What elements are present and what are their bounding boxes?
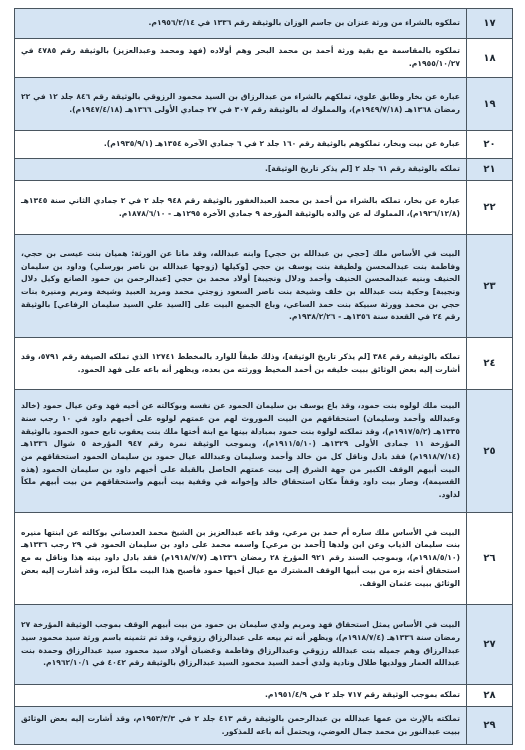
row-text: تملكوه بالشراء من ورثة عنزان بن جاسم الوزان بالوثيقة رقم ١٣٣٦ في ١٩٥٦/٢/١٤م. bbox=[148, 18, 460, 28]
table-row bbox=[15, 235, 512, 338]
row-text: عبارة عن بخار، تملكه بالشراء من أحمد بن محمد العبدالغفور بالوثيقة رقم ٩٤٨ جلد ٢ في ٢ جمادي الثاني سنة ١٣٤٥هـ (١٩٢٦/١٢/٨م)، المملوك له عن والده بالوثيقة المؤرخة ٩ جمادي الآخرة ١٢٩٥هـ - ١٨٧٨/٦/١٠م. bbox=[21, 195, 460, 218]
row-number: ٢٩ bbox=[466, 707, 512, 744]
row-number: ٢٣ bbox=[466, 235, 512, 337]
table-row bbox=[15, 159, 512, 181]
row-number: ١٩ bbox=[466, 78, 512, 130]
row-number: ١٧ bbox=[466, 9, 512, 38]
table-row bbox=[15, 39, 512, 78]
row-text-cell bbox=[15, 338, 466, 389]
table-row bbox=[15, 131, 512, 159]
row-text-cell bbox=[15, 605, 466, 684]
row-text-cell bbox=[15, 390, 466, 512]
table-row bbox=[15, 338, 512, 390]
row-number: ٢٦ bbox=[466, 513, 512, 604]
table-row bbox=[15, 181, 512, 235]
row-text: البيت في الأساس يمثل استحقاق فهد ومريم ولدي سليمان بن حمود من بيت أبيهم الوقف بموجب الوثيقة المؤرخة ٢٧ رمضان سنة ١٣٣٦هـ (١٩١٨/٧/٤م)، ويظهر أنه تم بيعه على عبدالرزاق رزوقي، وقد تم تثمينه باسم ورثة سيد محمود سيد عبدالرزاق وهم جميله بنت عبدالله رزوقي وعبدالرزاق وفاطمة وغضبان أولاد سيد محمود سيد عبدالرزاق وحمدة بنت عبدالله العمار وولديها طلال ونادية ولدي أحمد السيد محمود السيد عبدالرزاق بالوثيقة رقم ٤٠٤٢ في ١٩٦٢/١٠/١م. bbox=[21, 620, 460, 668]
table-row bbox=[15, 78, 512, 131]
row-text-cell bbox=[15, 685, 466, 706]
row-number: ٢١ bbox=[466, 159, 512, 180]
row-text: عبارة عن بخار وطابق علوي، تملكهم بالشراء من عبدالرزاق بن السيد محمود الرزوقي بالوثيقة رقم ٨٤٦ جلد ١٢ في ٢٢ رمضان ١٣٦٨هـ (١٩٤٩/٧/١٨م)، والمملوك له بالوثيقة رقم ٣٠٧ في ٢٧ جمادي الأولى ١٣٦٦هـ (١٩٤٧/٤/١٨م). bbox=[21, 92, 460, 114]
row-text-cell bbox=[15, 235, 466, 337]
row-number: ٢٥ bbox=[466, 390, 512, 512]
row-number: ٢٠ bbox=[466, 131, 512, 158]
row-text-cell bbox=[15, 9, 466, 38]
row-text: تملكه بالوثيقة رقم ٣٨٤ [لم يذكر تاريخ الوثيقة]، وذلك طبقاً للوارد بالمخطط ١٢٧٤١ الذي تملكه الصيفة رقم ٥٧٩١، وقد أشارت إليه بعض الوثائق ببيت خليفه بن أحمد المخيط وورثته من بعده، ويظهر أنه باعه على فهد الحمود. bbox=[21, 351, 460, 374]
row-text-cell bbox=[15, 181, 466, 234]
row-text: تملكوه بالمقاسمة مع بقية ورثة أحمد بن محمد البحر وهم أولاده (فهد ومحمد وعبدالعزيز) بالوثيقة رقم ٤٧٨٥ في ١٩٥٥/١٠/٢٧م. bbox=[21, 46, 460, 68]
row-number: ١٨ bbox=[466, 39, 512, 77]
row-number: ٢٢ bbox=[466, 181, 512, 234]
row-text: البيت ملك لولوه بنت حمود، وقد باع يوسف بن سليمان الحمود عن نفسه وبوكالته عن أخيه فهد وعن عيال حمود (خالد وعبدالله وأحمد وسليمان) استحقاقهم من البيت الموروث لهم من عمتهم لولوه على أخيهم داود في ١٠ رجب سنة ١٣٣٥هـ (١٩١٧/٥/٢م)، وقد تملكته لولوة بنت حمود بمبادلة بينها مع ابنة أختها ملك بنت يعقوب تابع حمود الحمود بالوثيقة المؤرخة ١١ جمادى الأولى ١٣٢٩هـ (١٩١١/٥/١٠م)، وبموجب الوثيقة نمرة رقم ٩٤٧ المؤرخة ٥ شوال ١٣٣٦هـ (١٩١٨/٧/١٤م) فقد بادل وناقل كل من خالد وأحمد وسليمان وعبدالله عيال حمود بن سليمان الحمود استحقاقهم من البيت أبيهم الوقف الكبير من جهة الشرق إلى بيت عمتهم الحاصل بالقبلة على أخيهم داود بن سليمان الحمود (هذه القسيمة)، وصار بيت داود وقفاً مكان استحقاق خالد وإخوانه في وقفية بيت أبيهم واستحقاقهم من بيت أبيهم ملكاً لداود. bbox=[21, 401, 461, 500]
row-text-cell bbox=[15, 78, 466, 130]
row-text-cell bbox=[15, 39, 466, 77]
row-text: عبارة عن بيت وبخار، تملكوهم بالوثيقة رقم ١٦٠ جلد ٢ في ٦ جمادي الآخرة ١٣٥٤هـ (١٩٣٥/٩/١م). bbox=[103, 139, 460, 149]
row-text-cell bbox=[15, 707, 466, 744]
table-row bbox=[15, 605, 512, 685]
row-text-cell bbox=[15, 131, 466, 158]
row-text: تملكه بالوثيقة رقم ٦١ جلد ٢ [لم يذكر تاريخ الوثيقة]. bbox=[264, 164, 460, 174]
table-row bbox=[15, 685, 512, 707]
row-number: ٢٨ bbox=[466, 685, 512, 706]
table-row bbox=[15, 513, 512, 605]
row-number: ٢٤ bbox=[466, 338, 512, 389]
table-row bbox=[15, 707, 512, 745]
row-text-cell bbox=[15, 513, 466, 604]
row-number: ٢٧ bbox=[466, 605, 512, 684]
row-text: تملكه بموجب الوثيقة رقم ٧١٧ جلد ٢ في ١٩٥١/٤/٩م. bbox=[265, 690, 460, 700]
table-row bbox=[15, 9, 512, 39]
row-text-cell bbox=[15, 159, 466, 180]
row-text: البيت في الأساس ملك [حجي بن عبدالله بن حجي] وابنه عبدالله، وقد ماتا عن الورثة: هميان بنت عيسى بن حجي، وفاطمة بنت عبدالمحسن ولطيفة بنت يوسف بن حجي [وكيلها (زوجها عبدالله بن ناصر بورسلي) وداود بن سليمان الحنيف وبنيه عبدالمحسن الحنيف وأحمد ودلال ونجيبة] أولاد محمد بن حجي [عبدالرحمن بن حمود الصانع وكيل دلال ونجيبة] وحكية بنت عبدالله بن خلف وشيخة بنت ناصر السعود زوجتي محمد ومريد العبيد وشيخة ومريم ومنيرة بنات حجي بن محمد وورثة سبيكة بنت حمد الساعي، وباع الجميع البيت على [السيد علي السيد سليمان الرفاعي] بالوثيقة رقم ٢٤ في القعدة سنة ١٣٥٦هـ - ١٩٣٨/٢/٢٦م. bbox=[21, 248, 460, 322]
records-table bbox=[14, 8, 513, 745]
row-text: البيت في الأساس ملك ساره أم حمد بن مرعي، وقد باعه عبدالعزيز بن الشيخ محمد العدساني بوكالته عن ابنتها منيره بنت سليمان الذياب وعن ابن ولدها [أحمد بن مرعي] واسمه محمد على داود بن سليمان الحمود في ٢٩ رجب ١٣٣٦هـ (١٩١٨/٥/١٠م)، وبموجب السند رقم ٩٢١ المؤرخ ٢٨ رمضان ١٣٣٦هـ (١٩١٨/٧/٧م) فقد بادل داود بيته هذا وناقل به مع استحقاق أخته بزه من بيت أبيها الوقف المشترك مع عيال أخيها حمود فأصبح هذا البيت ملكاً لبزه، وقد أشارت إليه بعض الوثائق ببيت عثمان الوقف. bbox=[21, 527, 461, 588]
table-row bbox=[15, 390, 512, 513]
row-text: تملكته بالإرث من عمها عبدالله بن عبدالرحمن بالوثيقة رقم ٤١٣ جلد ٢ في ١٩٥٣/٣/٣م، وقد أشارت إليه بعض الوثائق ببيت عبدالنور بن محمد جمال العوضي، ويحتمل أنه باعه للمذكور. bbox=[21, 713, 460, 736]
